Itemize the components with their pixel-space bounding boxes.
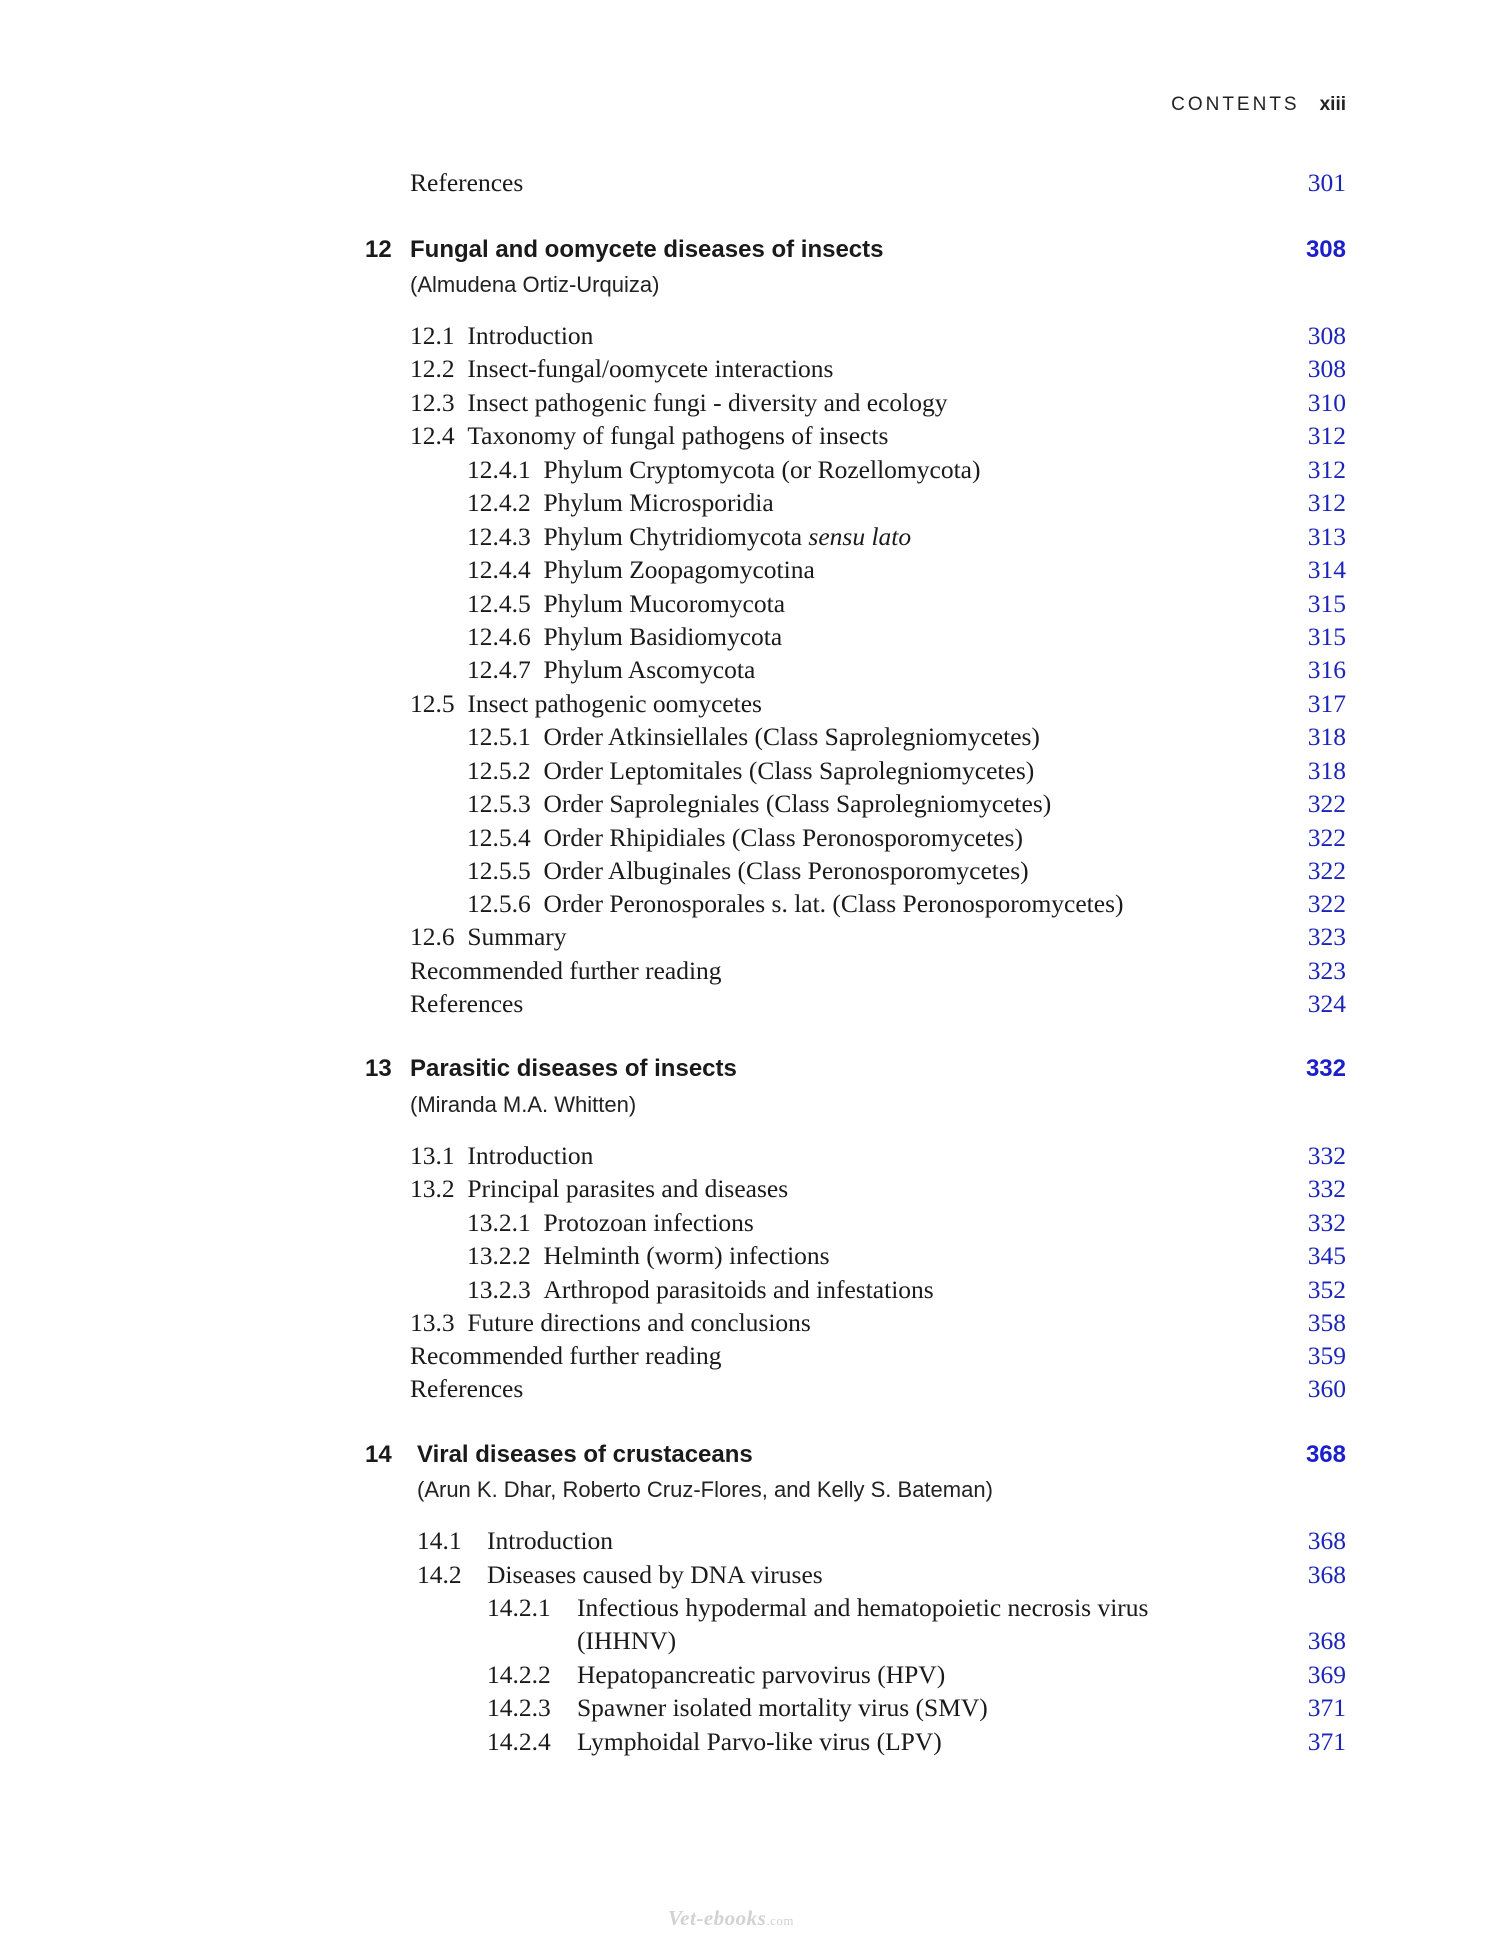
section-number: 14.2.3: [487, 1693, 551, 1722]
toc-entry-page[interactable]: 308: [1307, 354, 1346, 383]
toc-entry-label: [410, 1174, 788, 1204]
section-title: Summary: [467, 922, 567, 951]
toc-entry-label: Recommended further reading: [410, 1341, 722, 1370]
toc-entry[interactable]: [0, 388, 1504, 418]
toc-entry-label: [467, 555, 815, 585]
chapter-heading[interactable]: [0, 236, 1504, 266]
section-title: Phylum Cryptomycota (or Rozellomycota): [543, 455, 981, 484]
section-number: 12.5.3: [467, 789, 531, 818]
toc-entry-page[interactable]: 315: [1307, 622, 1346, 651]
toc-entry-page[interactable]: 323: [1307, 922, 1346, 951]
section-number: 12.1: [410, 321, 455, 350]
section-title: Helminth (worm) infections: [543, 1241, 830, 1270]
toc-subentry[interactable]: [0, 722, 1504, 752]
toc-entry-page[interactable]: 316: [1307, 655, 1346, 684]
toc-entry-label: [467, 823, 1023, 853]
section-title: Order Saprolegniales (Class Saprolegniomycetes): [543, 789, 1052, 818]
section-title: Phylum Mucoromycota: [543, 589, 786, 618]
toc-entry-label: References: [410, 989, 524, 1018]
toc-subentry[interactable]: [0, 1241, 1504, 1271]
section-number: 12.5: [410, 689, 455, 718]
section-number: 14.2: [417, 1560, 462, 1589]
section-title: Order Albuginales (Class Peronosporomycetes): [543, 856, 1029, 885]
toc-subentry[interactable]: [0, 856, 1504, 886]
section-number: 13.3: [410, 1308, 455, 1337]
toc-entry-page[interactable]: 359: [1307, 1341, 1346, 1370]
toc-entry-page[interactable]: 322: [1307, 856, 1346, 885]
toc-entry[interactable]: [0, 1526, 1504, 1556]
section-number: 12.4.2: [467, 488, 531, 517]
toc-subentry[interactable]: [0, 655, 1504, 685]
toc-entry-page[interactable]: 368: [1307, 1626, 1346, 1655]
toc-entry-label: [467, 488, 774, 518]
chapter-author: [0, 1092, 1504, 1122]
section-title: Introduction: [467, 321, 594, 350]
toc-subentry[interactable]: [0, 1275, 1504, 1305]
toc-entry[interactable]: [0, 922, 1504, 952]
toc-entry-page[interactable]: 315: [1307, 589, 1346, 618]
toc-entry-label: [410, 689, 762, 719]
toc-entry-page[interactable]: 368: [1307, 1526, 1346, 1555]
section-title: Phylum Microsporidia: [543, 488, 774, 517]
section-number: 13.2.3: [467, 1275, 531, 1304]
section-number: 13.2.2: [467, 1241, 531, 1270]
section-title: Infectious hypodermal and hematopoietic necrosis virus: [577, 1593, 1149, 1622]
section-title: Order Rhipidiales (Class Peronosporomycetes): [543, 823, 1023, 852]
toc-entry-page[interactable]: 371: [1307, 1693, 1346, 1722]
toc-entry-label: [467, 655, 755, 685]
section-title: Introduction: [467, 1141, 594, 1170]
section-number: 13.2: [410, 1174, 455, 1203]
section-number: 12.4.1: [467, 455, 531, 484]
toc-entry-label: [410, 388, 947, 418]
toc-entry[interactable]: [0, 168, 1504, 198]
section-number: 12.4.5: [467, 589, 531, 618]
toc-entry-label: [410, 922, 567, 952]
toc-subentry[interactable]: [0, 589, 1504, 619]
section-title: Insect pathogenic fungi - diversity and ecology: [467, 388, 948, 417]
toc-entry-label: [410, 354, 833, 384]
toc-entry[interactable]: [0, 1141, 1504, 1171]
section-title: Insect-fungal/oomycete interactions: [467, 354, 834, 383]
toc-entry-page[interactable]: 352: [1307, 1275, 1346, 1304]
toc-entry-page[interactable]: 317: [1307, 689, 1346, 718]
section-number: 12.5.6: [467, 889, 531, 918]
section-number: 12.4.7: [467, 655, 531, 684]
watermark-text: Vet-ebooks: [668, 1906, 767, 1930]
toc-entry-page[interactable]: 332: [1307, 1174, 1346, 1203]
chapter-heading[interactable]: [0, 1441, 1504, 1471]
toc-entry[interactable]: [0, 1341, 1504, 1371]
section-number: 13.1: [410, 1141, 455, 1170]
toc-subentry[interactable]: [0, 1660, 1504, 1690]
toc-entry-page[interactable]: 312: [1307, 421, 1346, 450]
section-title: Order Peronosporales s. lat. (Class Peronosporomycetes): [543, 889, 1124, 918]
toc-entry-label: [467, 622, 782, 652]
toc-entry-page[interactable]: 369: [1307, 1660, 1346, 1689]
section-number: 14.2.2: [487, 1660, 551, 1689]
section-title: Phylum Basidiomycota: [543, 622, 783, 651]
toc-subentry[interactable]: [0, 455, 1504, 485]
section-number: 12.4.6: [467, 622, 531, 651]
toc-entry-page[interactable]: 314: [1307, 555, 1346, 584]
section-number: 12.5.1: [467, 722, 531, 751]
chapter-author: [0, 1477, 1504, 1507]
toc-entry-page[interactable]: 312: [1307, 455, 1346, 484]
toc-entry-label: [410, 1141, 593, 1171]
watermark-suffix: .com: [766, 1913, 794, 1928]
toc-entry-label: [410, 321, 593, 351]
toc-entry-label: [467, 789, 1051, 819]
chapter-title: Viral diseases of crustaceans: [417, 1441, 753, 1468]
section-title: Phylum Chytridiomycota: [543, 522, 803, 551]
toc-entry-page[interactable]: 322: [1307, 823, 1346, 852]
toc-subentry[interactable]: [0, 889, 1504, 919]
toc-subentry[interactable]: [0, 756, 1504, 786]
section-title: Future directions and conclusions: [467, 1308, 811, 1337]
chapter-title: Fungal and oomycete diseases of insects: [410, 236, 884, 263]
toc-subentry[interactable]: [0, 522, 1504, 552]
page-folio: xiii: [1319, 94, 1346, 115]
section-number: 12.5.4: [467, 823, 531, 852]
toc-subentry[interactable]: [0, 1693, 1504, 1723]
chapter-page[interactable]: 332: [1305, 1055, 1346, 1082]
section-title: Order Leptomitales (Class Saprolegniomycetes): [543, 756, 1035, 785]
section-title-continued: (IHHNV): [577, 1626, 677, 1655]
watermark-logo: [668, 1906, 794, 1931]
section-number: 13.2.1: [467, 1208, 531, 1237]
section-title: Introduction: [487, 1526, 614, 1555]
toc-entry-label: [467, 589, 785, 619]
toc-entry-label: [467, 722, 1040, 752]
toc-entry-label: [467, 522, 911, 552]
toc-entry-label: [467, 1241, 830, 1271]
section-title: Phylum Zoopagomycotina: [543, 555, 815, 584]
section-title: Diseases caused by DNA viruses: [487, 1560, 823, 1589]
section-title: Spawner isolated mortality virus (SMV): [577, 1693, 988, 1722]
toc-entry[interactable]: [0, 1308, 1504, 1338]
section-number: 12.5.5: [467, 856, 531, 885]
section-number: 12.4: [410, 421, 455, 450]
section-number: 12.4.4: [467, 555, 531, 584]
toc-entry[interactable]: [0, 956, 1504, 986]
section-title: CONTENTS: [1171, 94, 1300, 115]
toc-subentry[interactable]: [0, 555, 1504, 585]
toc-entry-page[interactable]: 301: [1307, 168, 1346, 197]
toc-entry-label: [410, 421, 888, 451]
section-title: Protozoan infections: [543, 1208, 754, 1237]
section-number: 14.1: [417, 1526, 462, 1555]
toc-subentry[interactable]: [0, 1593, 1504, 1623]
toc-entry-page[interactable]: 358: [1307, 1308, 1346, 1337]
toc-subentry[interactable]: [0, 622, 1504, 652]
section-title: Hepatopancreatic parvovirus (HPV): [577, 1660, 946, 1689]
toc-entry-page[interactable]: 345: [1307, 1241, 1346, 1270]
toc-entry[interactable]: [0, 989, 1504, 1019]
toc-entry-page[interactable]: 318: [1307, 756, 1346, 785]
chapter-page[interactable]: 368: [1305, 1441, 1346, 1468]
toc-entry-page[interactable]: 313: [1307, 522, 1346, 551]
toc-entry[interactable]: [0, 1174, 1504, 1204]
author-names: (Almudena Ortiz-Urquiza): [410, 272, 660, 297]
toc-entry-label: [467, 455, 980, 485]
chapter-number: 13: [365, 1055, 392, 1082]
toc-entry[interactable]: [0, 689, 1504, 719]
toc-entry-page[interactable]: 368: [1307, 1560, 1346, 1589]
toc-entry-label: [467, 889, 1124, 919]
toc-subentry[interactable]: [0, 1727, 1504, 1757]
toc-entry-page[interactable]: 310: [1307, 388, 1346, 417]
section-number: 12.5.2: [467, 756, 531, 785]
italic-term: sensu lato: [808, 522, 912, 551]
toc-entry-label: [410, 1308, 811, 1338]
section-title: Principal parasites and diseases: [467, 1174, 789, 1203]
section-title: Phylum Ascomycota: [543, 655, 756, 684]
toc-entry[interactable]: [0, 1560, 1504, 1590]
toc-entry-page[interactable]: 360: [1307, 1374, 1346, 1403]
author-names: (Miranda M.A. Whitten): [410, 1092, 637, 1117]
toc-entry-label: Recommended further reading: [410, 956, 722, 985]
toc-entry[interactable]: [0, 354, 1504, 384]
chapter-number: 14: [365, 1441, 392, 1468]
toc-subentry[interactable]: [0, 823, 1504, 853]
chapter-page[interactable]: 308: [1305, 236, 1346, 263]
section-number: 12.4.3: [467, 522, 531, 551]
toc-entry-label: [467, 1275, 934, 1305]
toc-entry-label: [467, 856, 1029, 886]
toc-subentry[interactable]: [0, 789, 1504, 819]
toc-entry-label: [467, 756, 1034, 786]
section-number: 12.3: [410, 388, 455, 417]
toc-entry-page[interactable]: 332: [1307, 1141, 1346, 1170]
section-number: 12.2: [410, 354, 455, 383]
running-head: [1171, 94, 1346, 116]
author-names: (Arun K. Dhar, Roberto Cruz-Flores, and Kelly S. Bateman): [417, 1477, 993, 1502]
section-title: Order Atkinsiellales (Class Saprolegniomycetes): [543, 722, 1040, 751]
toc-entry-page[interactable]: 332: [1307, 1208, 1346, 1237]
toc-entry-page[interactable]: 322: [1307, 789, 1346, 818]
toc-entry-label: [467, 1208, 754, 1238]
toc-subentry[interactable]: [0, 1208, 1504, 1238]
section-title: Insect pathogenic oomycetes: [467, 689, 762, 718]
toc-entry-page[interactable]: 322: [1307, 889, 1346, 918]
toc-entry-label: References: [410, 168, 524, 197]
toc-subentry-continued[interactable]: [0, 1626, 1504, 1656]
toc-entry-page[interactable]: 324: [1307, 989, 1346, 1018]
section-number: 12.6: [410, 922, 455, 951]
chapter-title: Parasitic diseases of insects: [410, 1055, 737, 1082]
toc-entry[interactable]: [0, 421, 1504, 451]
toc-entry-label: References: [410, 1374, 524, 1403]
section-number: 14.2.4: [487, 1727, 551, 1756]
toc-entry-page[interactable]: 371: [1307, 1727, 1346, 1756]
toc-entry[interactable]: [0, 1374, 1504, 1404]
section-title: Arthropod parasitoids and infestations: [543, 1275, 934, 1304]
chapter-author: [0, 272, 1504, 302]
section-number: 14.2.1: [487, 1593, 551, 1622]
toc-entry[interactable]: [0, 321, 1504, 351]
toc-entry-page[interactable]: 312: [1307, 488, 1346, 517]
toc-entry-page[interactable]: 308: [1307, 321, 1346, 350]
chapter-number: 12: [365, 236, 392, 263]
toc-subentry[interactable]: [0, 488, 1504, 518]
chapter-heading[interactable]: [0, 1055, 1504, 1085]
section-title: Lymphoidal Parvo-like virus (LPV): [577, 1727, 942, 1756]
section-title: Taxonomy of fungal pathogens of insects: [467, 421, 889, 450]
toc-entry-page[interactable]: 318: [1307, 722, 1346, 751]
toc-entry-page[interactable]: 323: [1307, 956, 1346, 985]
